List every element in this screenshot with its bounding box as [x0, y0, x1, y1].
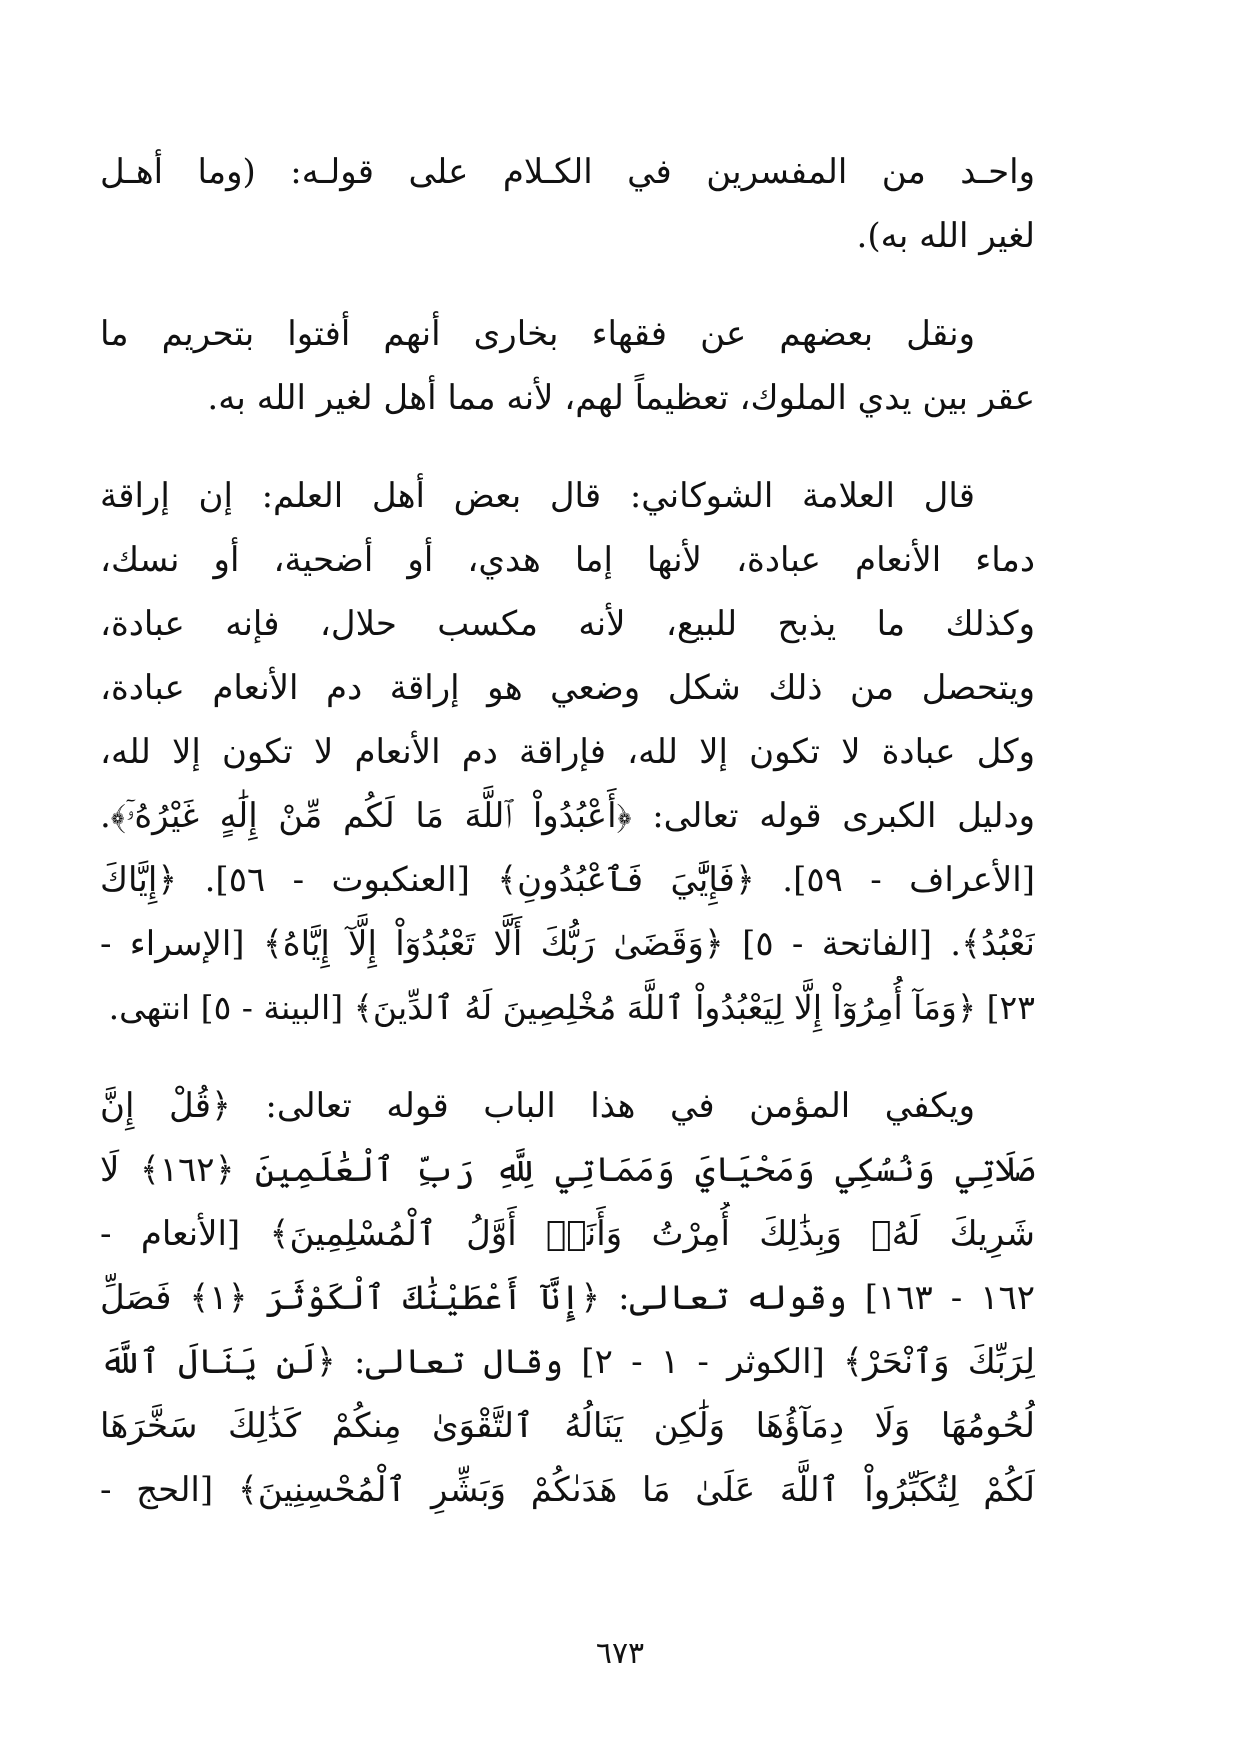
paragraph-4 [100, 1074, 1035, 1522]
paragraph-2 [100, 302, 1035, 430]
text-line: واحـد من المفسرين في الكـلام على قولـه: (وما أهـل [100, 152, 1035, 192]
page-number: ٦٧٣ [595, 1636, 645, 1671]
text-line: لِرَبِّكَ وَٱنْحَرْ﴾ [الكوثر - ١ - ٢] وقال تعالى: ﴿لَن يَنَالَ ٱللَّهَ [100, 1342, 1035, 1382]
text-line: ويكفي المؤمن في هذا الباب قوله تعالى: ﴿قُلْ إِنَّ [100, 1086, 975, 1126]
text-line: عقر بين يدي الملوك، تعظيماً لهم، لأنه مما أهل لغير الله به. [207, 378, 1035, 418]
text-line: ١٦٢ - ١٦٣] وقوله تعالى: ﴿إِنَّآ أَعْطَيْنَٰكَ ٱلْكَوْثَرَ ﴿١﴾ فَصَلِّ [100, 1278, 1035, 1318]
page-body-text [100, 140, 1035, 1522]
paragraph-gap [100, 268, 1035, 302]
paragraph-gap [100, 1040, 1035, 1074]
paragraph-gap [100, 430, 1035, 464]
text-line: صَلَاتِي وَنُسُكِي وَمَحْيَايَ وَمَمَاتِي لِلَّهِ رَبِّ ٱلْعَٰلَمِينَ ﴿١٦٢﴾ لَا [100, 1150, 1035, 1190]
text-line: دماء الأنعام عبادة، لأنها إما هدي، أو أضحية، أو نسك، [100, 540, 1035, 580]
paragraph-1 [100, 140, 1035, 268]
text-line: وكذلك ما يذبح للبيع، لأنه مكسب حلال، فإنه عبادة، [100, 604, 1035, 644]
text-line: لُحُومُهَا وَلَا دِمَآؤُهَا وَلَٰكِن يَنَالُهُ ٱلتَّقْوَىٰ مِنكُمْ كَذَٰلِكَ سَخَّرَهَا [100, 1406, 1035, 1446]
text-line: [الأعراف - ٥٩]. ﴿فَإِيَّٰيَ فَٱعْبُدُونِ﴾ [العنكبوت - ٥٦]. ﴿إِيَّاكَ [100, 860, 1035, 900]
text-line: ٢٣] ﴿وَمَآ أُمِرُوٓاْ إِلَّا لِيَعْبُدُواْ ٱللَّهَ مُخْلِصِينَ لَهُ ٱلدِّينَ﴾ [البينة - ٥] انتهى. [108, 988, 1035, 1027]
text-line: نَعْبُدُ﴾. [الفاتحة - ٥] ﴿وَقَضَىٰ رَبُّكَ أَلَّا تَعْبُدُوٓاْ إِلَّآ إِيَّاهُ﴾ [الإسراء - [100, 924, 1035, 964]
text-line: قال العلامة الشوكاني: قال بعض أهل العلم: إن إراقة [100, 476, 975, 516]
text-line: وكل عبادة لا تكون إلا لله، فإراقة دم الأنعام لا تكون إلا لله، [100, 732, 1035, 772]
text-line: شَرِيكَ لَهُۥ وَبِذَٰلِكَ أُمِرْتُ وَأَنَا۠ أَوَّلُ ٱلْمُسْلِمِينَ﴾ [الأنعام - [100, 1214, 1035, 1254]
paragraph-3 [100, 464, 1035, 1040]
text-line: ونقل بعضهم عن فقهاء بخارى أنهم أفتوا بتحريم ما [100, 314, 975, 354]
text-line: ويتحصل من ذلك شكل وضعي هو إراقة دم الأنعام عبادة، [100, 668, 1035, 708]
text-line: لَكُمْ لِتُكَبِّرُواْ ٱللَّهَ عَلَىٰ مَا هَدَىٰكُمْ وَبَشِّرِ ٱلْمُحْسِنِينَ﴾ [الحج - [100, 1470, 1035, 1510]
text-line: ودليل الكبرى قوله تعالى: ﴿أَعْبُدُواْ ٱللَّهَ مَا لَكُم مِّنْ إِلَٰهٍ غَيْرُهُۥٓ﴾. [100, 796, 1035, 836]
text-line: لغير الله به). [856, 216, 1035, 256]
